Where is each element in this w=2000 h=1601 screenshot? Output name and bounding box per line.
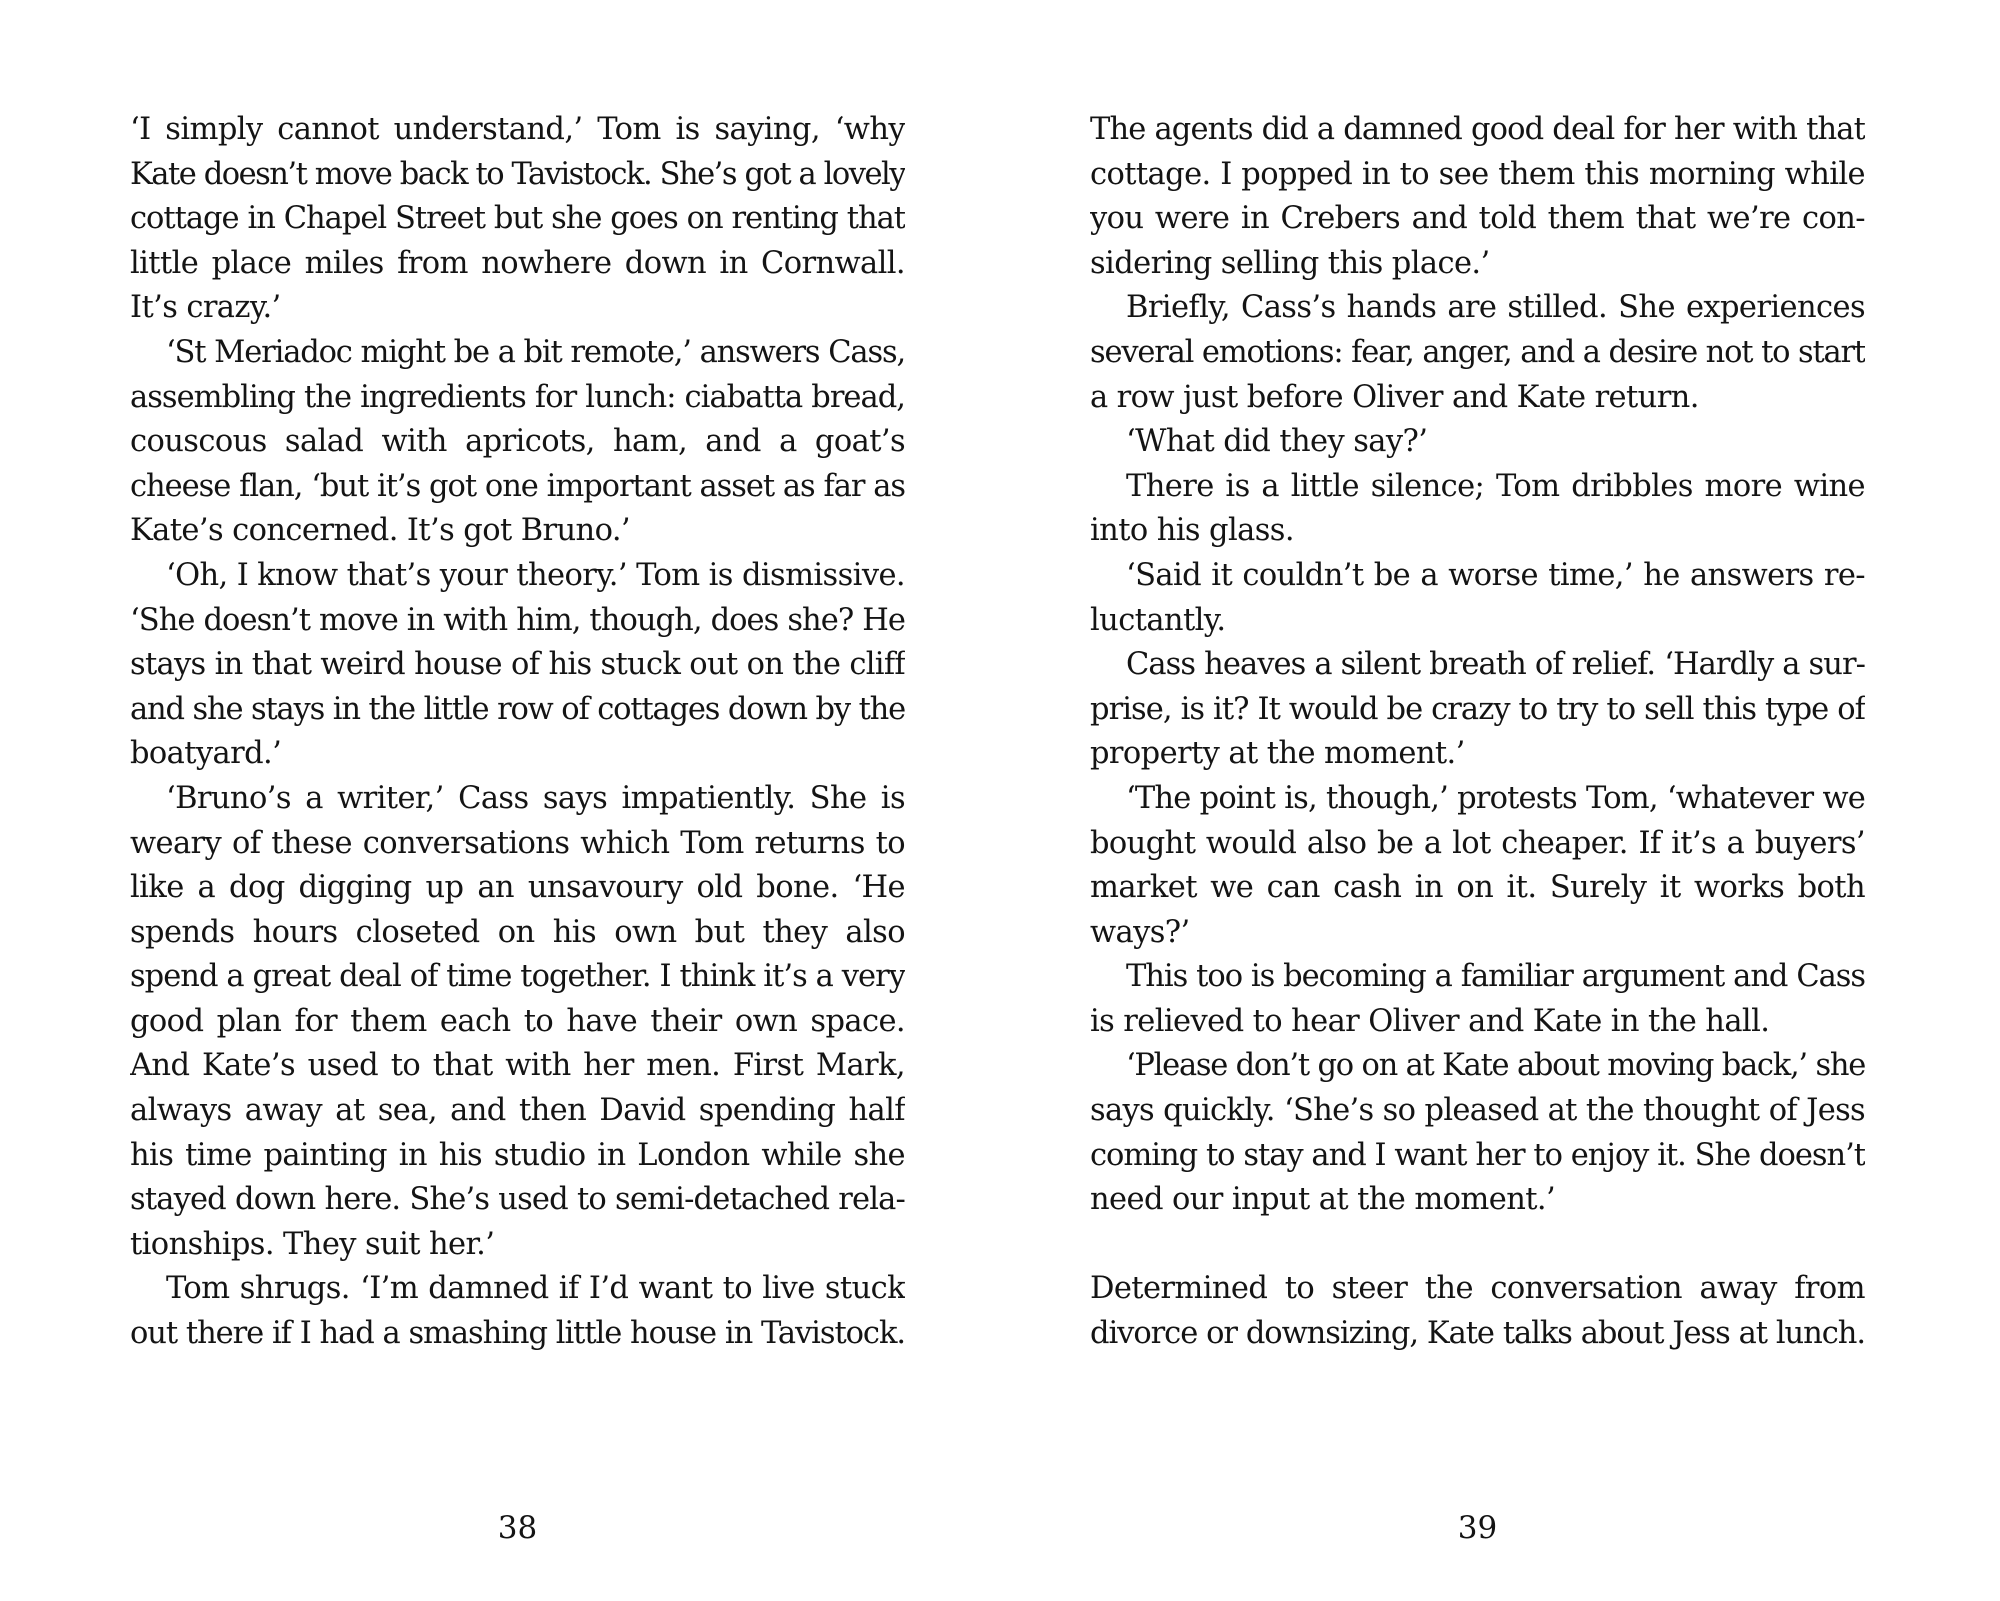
text-line: his time painting in his studio in London while she xyxy=(130,1137,905,1173)
text-line: always away at sea, and then David spending half xyxy=(130,1093,905,1129)
text-line: Tom shrugs. ‘I’m damned if I’d want to live stuck xyxy=(166,1271,905,1307)
text-line: a row just before Oliver and Kate return. xyxy=(1090,379,1699,415)
text-line: sidering selling this place.’ xyxy=(1090,245,1490,281)
text-line: There is a little silence; Tom dribbles more wine xyxy=(1126,468,1865,504)
text-line: luctantly. xyxy=(1090,602,1226,638)
text-line: little place miles from nowhere down in Cornwall. xyxy=(130,245,905,281)
text-line: It’s crazy.’ xyxy=(130,290,281,326)
text-line: good plan for them each to have their own space. xyxy=(130,1003,905,1039)
left-page-text xyxy=(130,108,905,1357)
text-line: Kate doesn’t move back to Tavistock. She’s got a lovely xyxy=(130,156,905,192)
text-line: bought would also be a lot cheaper. If it’s a buyers’ xyxy=(1090,825,1865,861)
text-line: spends hours closeted on his own but they also xyxy=(130,914,905,950)
text-line: tionships. They suit her.’ xyxy=(130,1226,495,1262)
text-line: weary of these conversations which Tom returns to xyxy=(130,825,905,861)
text-line: prise, is it? It would be crazy to try to sell this type of xyxy=(1090,691,1865,727)
text-line: and she stays in the little row of cottages down by the xyxy=(130,691,905,727)
text-line: into his glass. xyxy=(1090,513,1294,549)
text-line: assembling the ingredients for lunch: ciabatta bread, xyxy=(130,379,905,415)
text-line: Kate’s concerned. It’s got Bruno.’ xyxy=(130,513,631,549)
text-line: ways?’ xyxy=(1090,914,1190,950)
right-page-text xyxy=(1090,108,1865,1357)
text-line: out there if I had a smashing little house in Tavistock. xyxy=(130,1316,905,1352)
text-line: several emotions: fear, anger, and a desire not to start xyxy=(1090,334,1865,370)
text-line: ‘What did they say?’ xyxy=(1126,424,1428,460)
left-page xyxy=(130,108,905,1546)
text-line: Determined to steer the conversation away from xyxy=(1090,1271,1865,1307)
text-line: spend a great deal of time together. I think it’s a very xyxy=(130,959,905,995)
text-line: cottage in Chapel Street but she goes on renting that xyxy=(130,201,905,237)
page-number: 38 xyxy=(497,1510,538,1546)
text-line: Cass heaves a silent breath of relief. ‘Hardly a sur- xyxy=(1126,647,1865,683)
text-line: boatyard.’ xyxy=(130,736,282,772)
text-line: cottage. I popped in to see them this morning while xyxy=(1090,156,1865,192)
text-line: divorce or downsizing, Kate talks about Jess at lunch. xyxy=(1090,1316,1865,1352)
text-line: ‘Bruno’s a writer,’ Cass says impatiently. She is xyxy=(166,780,905,816)
text-line: This too is becoming a familiar argument and Cass xyxy=(1126,959,1865,995)
text-line: couscous salad with apricots, ham, and a goat’s xyxy=(130,424,905,460)
text-line: ‘The point is, though,’ protests Tom, ‘whatever we xyxy=(1126,780,1865,816)
text-line: stays in that weird house of his stuck out on the cliff xyxy=(130,647,905,683)
text-line: need our input at the moment.’ xyxy=(1090,1182,1556,1218)
text-line: you were in Crebers and told them that we’re con- xyxy=(1090,201,1865,237)
text-line: And Kate’s used to that with her men. First Mark, xyxy=(130,1048,905,1084)
text-line: ‘She doesn’t move in with him, though, does she? He xyxy=(130,602,905,638)
text-line: stayed down here. She’s used to semi-detached rela- xyxy=(130,1182,905,1218)
text-line: is relieved to hear Oliver and Kate in the hall. xyxy=(1090,1003,1770,1039)
text-line: ‘I simply cannot understand,’ Tom is saying, ‘why xyxy=(130,112,905,147)
right-page xyxy=(1090,108,1865,1546)
text-line: ‘Said it couldn’t be a worse time,’ he answers re- xyxy=(1126,557,1865,593)
text-line: cheese flan, ‘but it’s got one important asset as far as xyxy=(130,468,905,504)
text-line: ‘Oh, I know that’s your theory.’ Tom is dismissive. xyxy=(166,557,905,593)
text-line: like a dog digging up an unsavoury old bone. ‘He xyxy=(130,870,905,906)
text-line: property at the moment.’ xyxy=(1090,736,1465,772)
text-line: The agents did a damned good deal for her with that xyxy=(1090,112,1865,147)
text-line: Briefly, Cass’s hands are stilled. She experiences xyxy=(1126,290,1865,326)
text-line: market we can cash in on it. Surely it works both xyxy=(1090,870,1865,906)
page-number: 39 xyxy=(1457,1510,1498,1546)
text-line: ‘Please don’t go on at Kate about moving back,’ she xyxy=(1126,1048,1865,1084)
text-line: says quickly. ‘She’s so pleased at the thought of Jess xyxy=(1090,1093,1865,1129)
text-line: coming to stay and I want her to enjoy it. She doesn’t xyxy=(1090,1137,1865,1173)
text-line: ‘St Meriadoc might be a bit remote,’ answers Cass, xyxy=(166,334,905,370)
